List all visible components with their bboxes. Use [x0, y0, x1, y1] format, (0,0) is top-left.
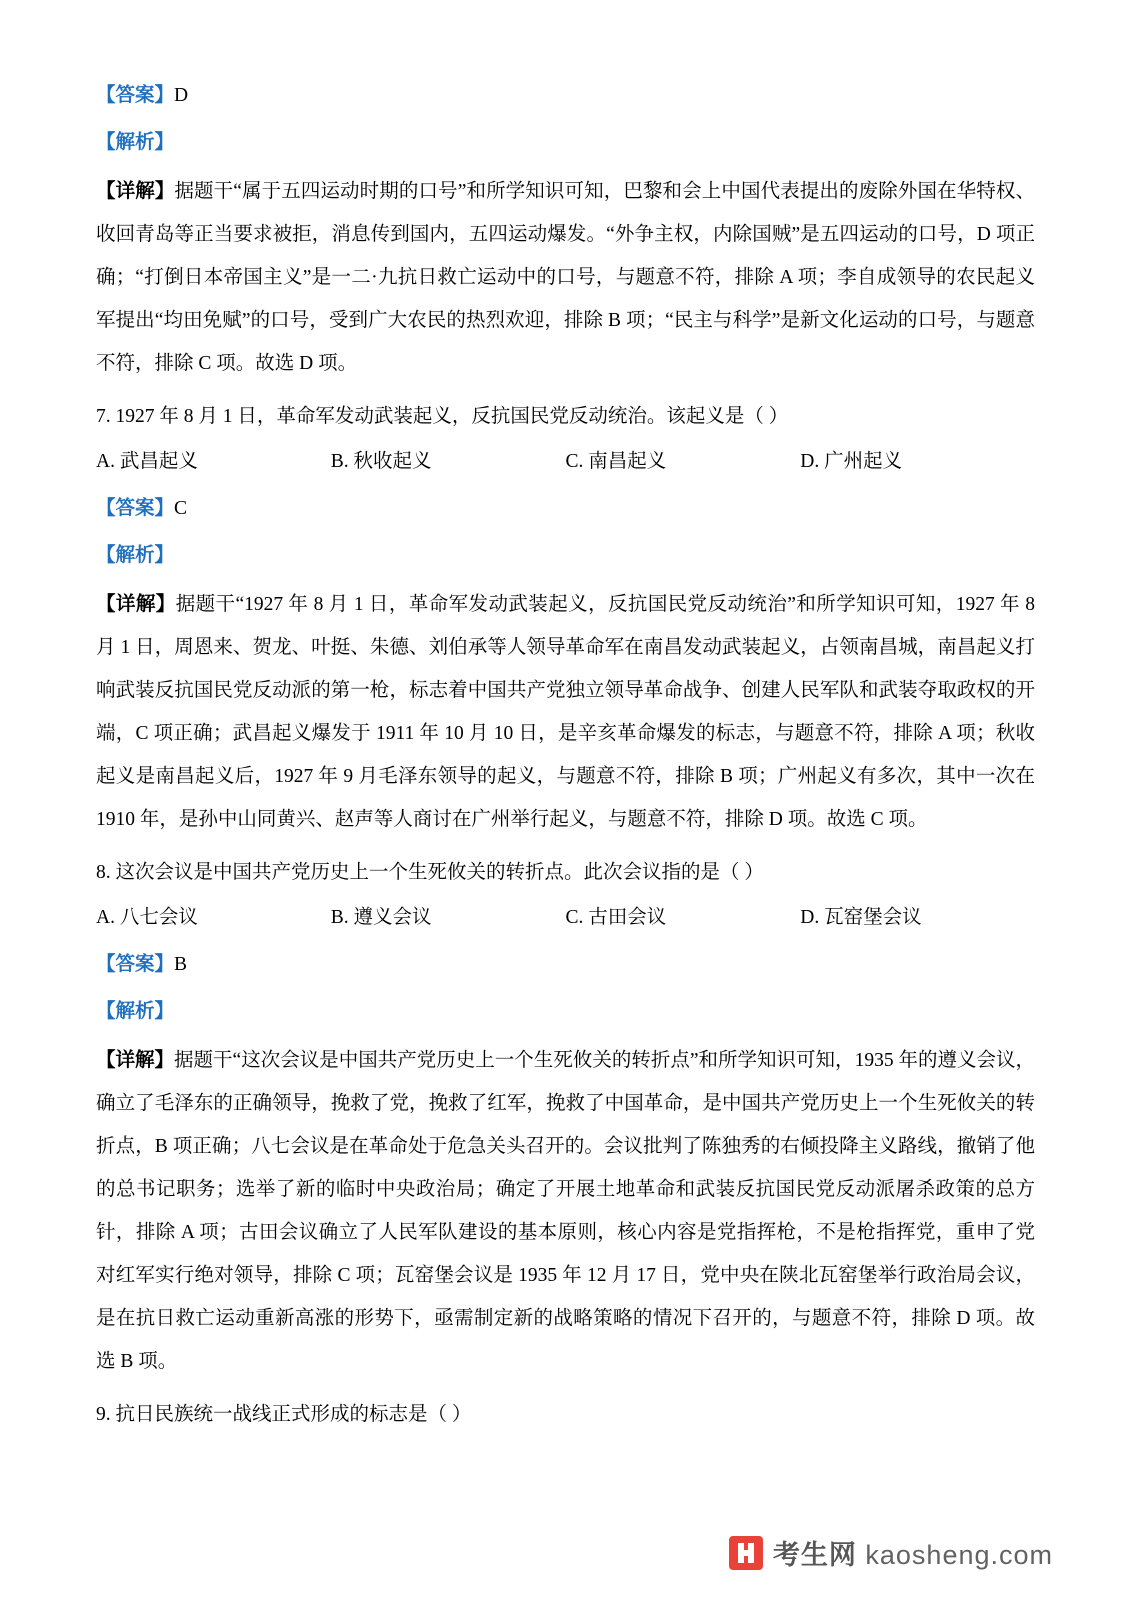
watermark-cn-text: 考生网 [772, 1540, 857, 1570]
option-row [96, 896, 1035, 939]
analysis-label-line [96, 534, 1035, 577]
explanation-paragraph [96, 1039, 1035, 1383]
option-d[interactable]: D. 广州起义 [800, 451, 903, 472]
question-stem-text: 8. 这次会议是中国共产党历史上一个生死攸关的转折点。此次会议指的是（ ） [96, 862, 764, 883]
option-a[interactable]: A. 武昌起义 [96, 451, 198, 472]
watermark-logo-icon [729, 1536, 763, 1570]
question-stem-text: 9. 抗日民族统一战线正式形成的标志是（ ） [96, 1404, 472, 1425]
option-c[interactable]: C. 古田会议 [565, 907, 667, 928]
option-row [96, 440, 1035, 483]
answer-label: 【答案】 [96, 954, 175, 975]
option-b[interactable]: B. 秋收起义 [330, 451, 432, 472]
answer-value: C [174, 498, 188, 519]
explanation-label: 【详解】 [96, 594, 176, 615]
answer-label: 【答案】 [96, 498, 175, 519]
watermark-text [773, 1533, 1053, 1572]
analysis-label: 【解析】 [96, 1001, 175, 1022]
answer-label: 【答案】 [96, 85, 175, 106]
watermark [729, 1533, 1053, 1572]
question-stem [96, 395, 1035, 438]
explanation-label: 【详解】 [96, 1050, 175, 1071]
option-b[interactable]: B. 遵义会议 [330, 907, 432, 928]
answer-line [96, 943, 1035, 986]
analysis-label-line [96, 121, 1035, 164]
option-d[interactable]: D. 瓦窑堡会议 [800, 907, 922, 928]
explanation-label: 【详解】 [96, 181, 175, 202]
option-a[interactable]: A. 八七会议 [96, 907, 198, 928]
answer-value: B [174, 954, 188, 975]
answer-value: D [174, 85, 189, 106]
question-stem-text: 7. 1927 年 8 月 1 日，革命军发动武装起义，反抗国民党反动统治。该起义是（ ） [96, 406, 789, 427]
answer-line [96, 74, 1035, 117]
explanation-text: 据题干“属于五四运动时期的口号”和所学知识可知，巴黎和会上中国代表提出的废除外国在华特权、收回青岛等正当要求被拒，消息传到国内，五四运动爆发。“外争主权，内除国贼”是五四运动的口号，D 项正确；“打倒日本帝国主义”是一二·九抗日救亡运动中的口号，与题意不符，排除 A 项；李自成领导的农民起义军提出“均田免赋”的口号，受到广大农民的热烈欢迎，排除 B 项；“民主与科学”是新文化运动的口号，与题意不符，排除 C 项。故选 D 项。 [96, 181, 1035, 374]
option-c[interactable]: C. 南昌起义 [565, 451, 667, 472]
explanation-text: 据题干“这次会议是中国共产党历史上一个生死攸关的转折点”和所学知识可知，1935 年的遵义会议，确立了毛泽东的正确领导，挽救了党，挽救了红军，挽救了中国革命，是中国共产党历史上一个生死攸关的转折点，B 项正确；八七会议是在革命处于危急关头召开的。会议批判了陈独秀的右倾投降主义路线，撤销了他的总书记职务；选举了新的临时中央政治局；确定了开展土地革命和武装反抗国民党反动派屠杀政策的总方针，排除 A 项；古田会议确立了人民军队建设的基本原则，核心内容是党指挥枪，不是枪指挥党，重申了党对红军实行绝对领导，排除 C 项；瓦窑堡会议是 1935 年 12 月 17 日，党中央在陕北瓦窑堡举行政治局会议，是在抗日救亡运动重新高涨的形势下，亟需制定新的战略策略的情况下召开的，与题意不符，排除 D 项。故选 B 项。 [96, 1050, 1035, 1372]
question-stem [96, 1393, 1035, 1436]
explanation-paragraph [96, 583, 1035, 841]
analysis-label: 【解析】 [96, 545, 175, 566]
explanation-text: 据题干“1927 年 8 月 1 日，革命军发动武装起义，反抗国民党反动统治”和所学知识可知，1927 年 8 月 1 日，周恩来、贺龙、叶挺、朱德、刘伯承等人领导革命军在南昌发动武装起义，占领南昌城，南昌起义打响武装反抗国民党反动派的第一枪，标志着中国共产党独立领导革命战争、创建人民军队和武装夺取政权的开端，C 项正确；武昌起义爆发于 1911 年 10 月 10 日，是辛亥革命爆发的标志，与题意不符，排除 A 项；秋收起义是南昌起义后，1927 年 9 月毛泽东领导的起义，与题意不符，排除 B 项；广州起义有多次，其中一次在 1910 年，是孙中山同黄兴、赵声等人商讨在广州举行起义，与题意不符，排除 D 项。故选 C 项。 [96, 594, 1035, 830]
watermark-en-text: kaosheng.com [865, 1540, 1053, 1570]
analysis-label-line [96, 990, 1035, 1033]
explanation-paragraph [96, 170, 1035, 385]
question-stem [96, 851, 1035, 894]
analysis-label: 【解析】 [96, 132, 175, 153]
answer-line [96, 487, 1035, 530]
